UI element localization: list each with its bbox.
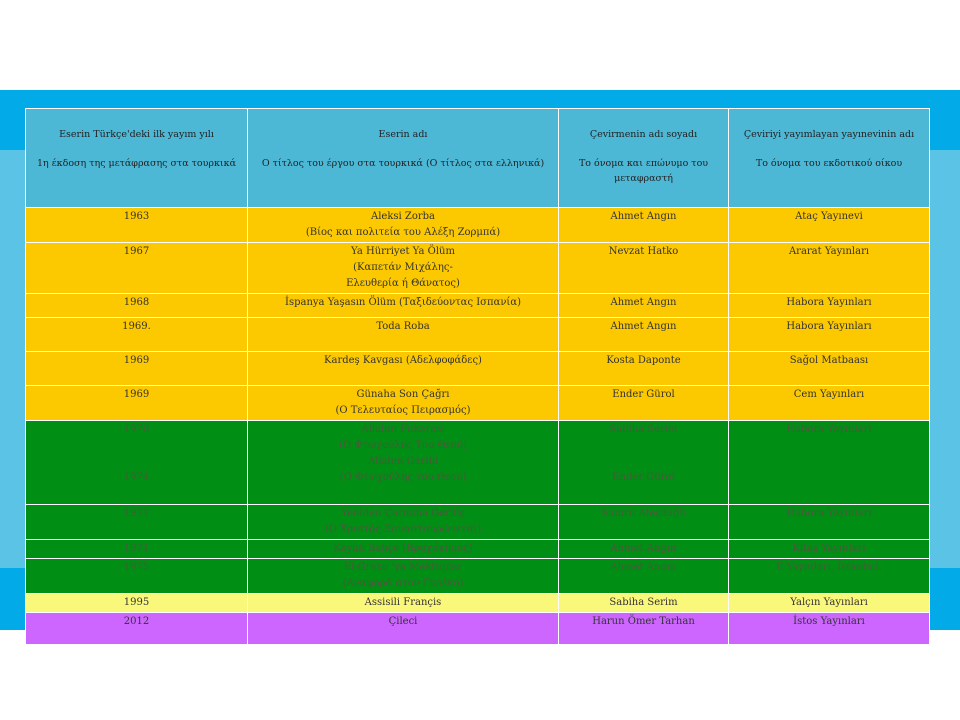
year-cell: 1968 — [26, 294, 248, 318]
title-cell: Kardeş Kavgası (Αδελφοφάδες) — [248, 352, 559, 386]
translator-cell: Ahmet Angın — [559, 318, 729, 352]
translator-cell: Ender Gürol — [559, 386, 729, 421]
translator-cell: Ahmet Angın — [559, 294, 729, 318]
title-cell: Aleksi Zorba (Βίος και πολιτεία του Αλέξη Ζορμπά) — [248, 208, 559, 243]
year-cell: 1969 — [26, 386, 248, 421]
table-row — [26, 613, 930, 645]
table-row — [26, 421, 930, 505]
table-row — [26, 352, 930, 386]
header-year: Eserin Türkçe'deki ilk yayım yılı 1η έκδοση της μετάφρασης στα τουρκικά — [26, 109, 248, 208]
right-side-panel — [930, 150, 960, 568]
publisher-cell: E Yayınları, İstanbul. — [729, 559, 930, 594]
header-publisher: Çeviriyi yayımlayan yayınevinin adı Το όνομα του εκδοτικού οίκου — [729, 109, 930, 208]
table-row — [26, 594, 930, 613]
title-cell: Yeniden Çarmıha Geriliş (Ο Χριστός Ξανασταυρώνεται) — [248, 505, 559, 540]
table-row — [26, 208, 930, 243]
title-cell: Toda Roba — [248, 318, 559, 352]
year-cell: 1970 1974 — [26, 421, 248, 505]
left-side-panel — [0, 150, 25, 568]
title-cell: Kayalı Bahçe (Βραχόκηπος) — [248, 540, 559, 559]
year-cell: 1967 — [26, 243, 248, 294]
table-row — [26, 505, 930, 540]
table-header-row — [26, 109, 930, 208]
publisher-cell: Ataç Yayınevi — [729, 208, 930, 243]
publisher-cell: Habora Yayınları — [729, 421, 930, 505]
title-cell: Allahın Fukarası (Ο Φτωχούλης Του Θεού) Allahın Garibi (Ο Φτωχούλης του Θεού) — [248, 421, 559, 505]
year-cell: 1969 — [26, 352, 248, 386]
year-cell: 2012 — [26, 613, 248, 645]
table-row — [26, 559, 930, 594]
title-cell: Assisili Françis — [248, 594, 559, 613]
title-cell: İspanya Yaşasın Ölüm (Ταξιδεύοντας Ισπανία) — [248, 294, 559, 318]
translator-cell: Sabiha Serim Ender Gürol — [559, 421, 729, 505]
translator-cell: Ahmet Angın — [559, 540, 729, 559]
table-row — [26, 294, 930, 318]
translator-cell: Sumru Ateşdağlı — [559, 505, 729, 540]
table-row — [26, 540, 930, 559]
year-cell: 1975 — [26, 559, 248, 594]
translator-cell: Kosta Daponte — [559, 352, 729, 386]
translator-cell: Ahmet Angın — [559, 559, 729, 594]
translator-cell: Sabiha Serim — [559, 594, 729, 613]
table-row — [26, 386, 930, 421]
publisher-cell: Habora Yayınları — [729, 318, 930, 352]
title-cell: El-Greko 'ya Mektuplar (Αναφορά στον Γκρέκο) — [248, 559, 559, 594]
year-cell: 1971 — [26, 505, 248, 540]
title-cell: Günaha Son Çağrı (Ο Τελευταίος Πειρασμός) — [248, 386, 559, 421]
year-cell: 1969. — [26, 318, 248, 352]
table-row — [26, 243, 930, 294]
translator-cell: Nevzat Hatko — [559, 243, 729, 294]
translator-cell: Harun Ömer Tarhan — [559, 613, 729, 645]
year-cell: 1963 — [26, 208, 248, 243]
header-translator: Çevirmenin adı soyadı Το όνομα και επώνυμο του μεταφραστή — [559, 109, 729, 208]
publisher-cell: Ararat Yayınları — [729, 243, 930, 294]
publisher-cell: İstos Yayınları — [729, 613, 930, 645]
publisher-cell: Kitaş Yayınları — [729, 540, 930, 559]
publisher-cell: Habora Yayınları — [729, 505, 930, 540]
publisher-cell: Yalçın Yayınları — [729, 594, 930, 613]
title-cell: Çileci — [248, 613, 559, 645]
publisher-cell: Cem Yayınları — [729, 386, 930, 421]
translator-cell: Ahmet Angın — [559, 208, 729, 243]
publisher-cell: Habora Yayınları — [729, 294, 930, 318]
publisher-cell: Sağol Matbaası — [729, 352, 930, 386]
header-title: Eserin adı Ο τίτλος του έργου στα τουρκικά (Ο τίτλος στα ελληνικά) — [248, 109, 559, 208]
translations-table — [25, 108, 930, 645]
year-cell: 1995 — [26, 594, 248, 613]
title-cell: Ya Hürriyet Ya Ölüm (Καπετάν Μιχάλης- Ελευθερία ή Θάνατος) — [248, 243, 559, 294]
year-cell: 1971 — [26, 540, 248, 559]
table-row — [26, 318, 930, 352]
